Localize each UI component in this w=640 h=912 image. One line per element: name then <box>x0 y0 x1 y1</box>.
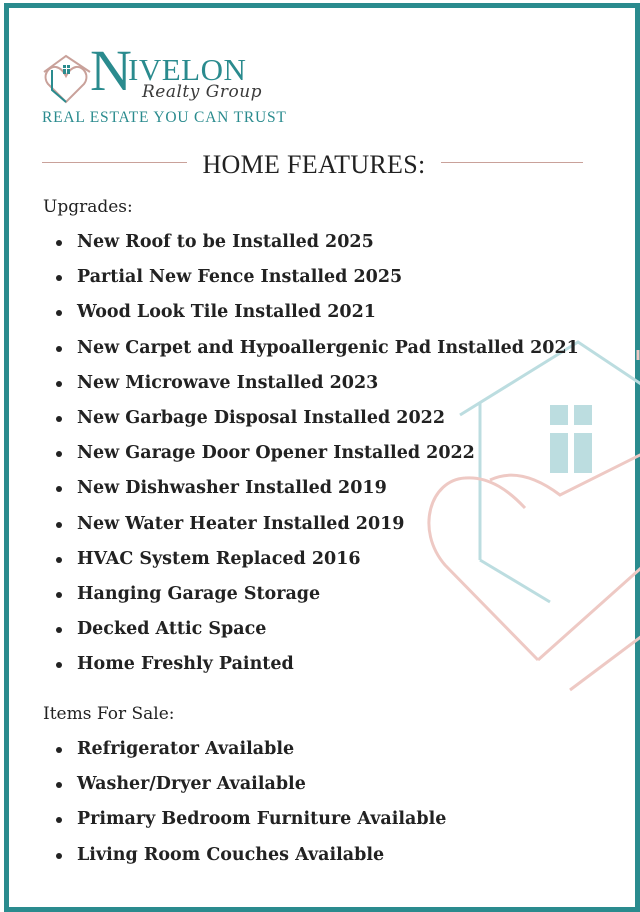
list-item: New Water Heater Installed 2019 <box>54 512 579 547</box>
brand-tagline: REAL ESTATE YOU CAN TRUST <box>42 109 287 126</box>
list-item: New Dishwasher Installed 2019 <box>54 476 579 511</box>
title-divider-left <box>42 162 187 163</box>
brand-name: IVELON <box>128 52 247 87</box>
title-divider-right <box>441 162 583 163</box>
house-heart-logo-icon <box>42 50 92 108</box>
list-item: Home Freshly Painted <box>54 652 579 687</box>
brand-logo <box>42 38 342 128</box>
list-item: Primary Bedroom Furniture Available <box>54 807 446 842</box>
list-item: HVAC System Replaced 2016 <box>54 547 579 582</box>
list-item: Wood Look Tile Installed 2021 <box>54 300 579 335</box>
list-item: New Garage Door Opener Installed 2022 <box>54 441 579 476</box>
for-sale-heading: Items For Sale: <box>43 704 175 724</box>
list-item: Living Room Couches Available <box>54 843 446 878</box>
list-item: Hanging Garage Storage <box>54 582 579 617</box>
for-sale-list <box>54 737 446 878</box>
list-item: Refrigerator Available <box>54 737 446 772</box>
brand-initial: N <box>90 38 131 103</box>
page-title: HOME FEATURES: <box>202 150 426 179</box>
list-item: Washer/Dryer Available <box>54 772 446 807</box>
list-item: Partial New Fence Installed 2025 <box>54 265 579 300</box>
upgrades-list <box>54 230 579 687</box>
list-item: New Microwave Installed 2023 <box>54 371 579 406</box>
brand-subtitle: Realty Group <box>142 82 263 102</box>
list-item: New Carpet and Hypoallergenic Pad Installed 2021 <box>54 336 579 371</box>
list-item: New Roof to be Installed 2025 <box>54 230 579 265</box>
list-item: Decked Attic Space <box>54 617 579 652</box>
upgrades-heading: Upgrades: <box>43 197 133 217</box>
list-item: New Garbage Disposal Installed 2022 <box>54 406 579 441</box>
